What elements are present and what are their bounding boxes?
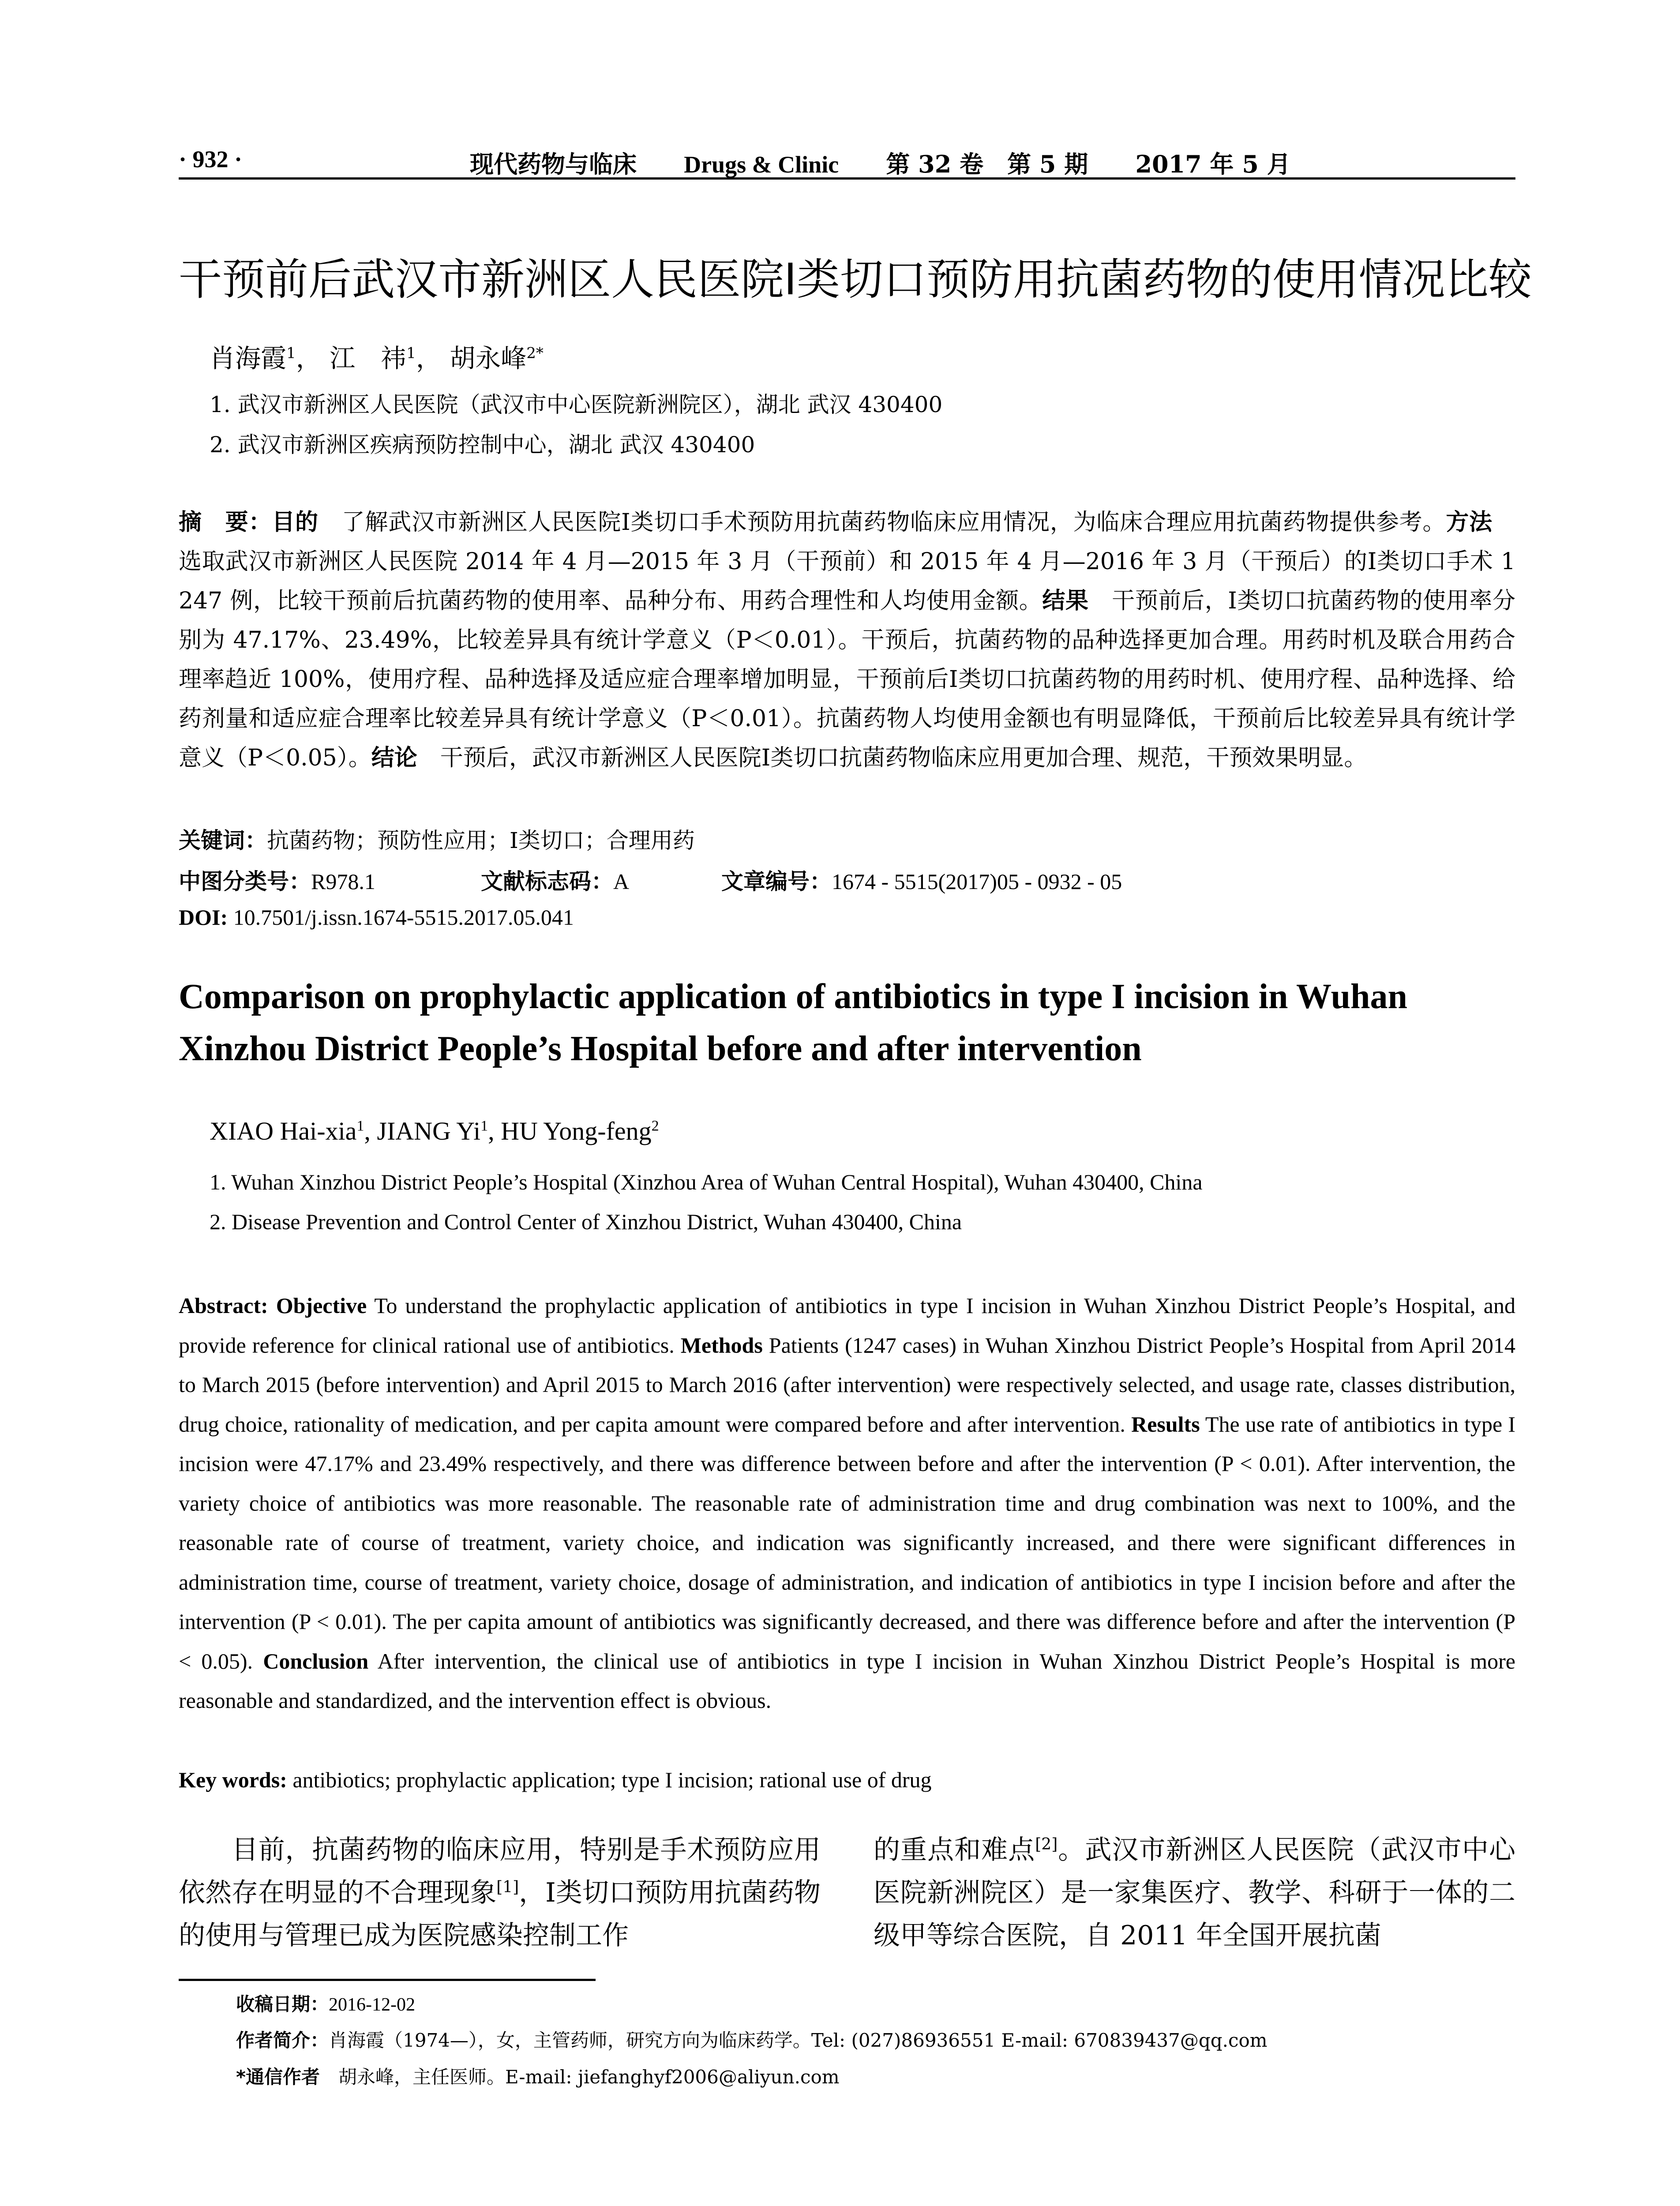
author-name: 胡永峰 [450, 343, 527, 373]
methods-text: 选取武汉市新洲区人民医院 2014 年 4 月—2015 年 3 月（干预前）和 2015 年 4 月—2016 年 3 月（干预后）的Ⅰ类切口手术 1 247 例，比较干预前后抗菌药物的使用率、品种分布、用药合理性和人均使用金额。 [179, 509, 1515, 614]
title-en: Comparison on prophylactic application of antibiotics in type I incision in Wuhan Xinzhou District People’s Hospital before and after intervention [179, 977, 1408, 1068]
methods-text: Patients (1247 cases) in Wuhan Xinzhou District People’s Hospital from April 2014 to March 2015 (before intervention) and April 2015 to March 2016 (after intervention) were respectively selected, and usage rate, classes distribution, drug choice, rationality of medication, and per capita amount were compared before and after intervention. [179, 1332, 1515, 1437]
bio-label: 作者简介： [236, 2030, 329, 2051]
author-sup: 2* [526, 344, 544, 362]
body-text: 目前，抗菌药物的临床应用，特别是手术预防应用依然存在明显的不合理现象 [179, 1835, 821, 1908]
clc-label: 中图分类号： [179, 869, 311, 894]
affiliation-en-2: 2. Disease Prevention and Control Center of Xinzhou District, Wuhan 430400, China [210, 1209, 962, 1234]
keywords-cn [179, 823, 695, 855]
doccode-label: 文献标志码： [481, 869, 613, 894]
conclusion-label: Conclusion [263, 1648, 369, 1673]
body-text: 的重点和难点 [874, 1835, 1035, 1865]
keywords-text: antibiotics; prophylactic application; type I incision; rational use of drug [287, 1767, 932, 1792]
articleno-label: 文章编号： [721, 869, 832, 894]
results-text: 干预前后，Ⅰ类切口抗菌药物的使用率分别为 47.17%、23.49%，比较差异具有统计学意义（P＜0.01）。干预后，抗菌药物的品种选择更加合理。用药时机及联合用药合理率趋近 100%，使用疗程、品种选择及适应症合理率增加明显，干预前后Ⅰ类切口抗菌药物的用药时机、使用疗程、品种选择、给药剂量和适应症合理率比较差异具有统计学意义（P＜0.01）。抗菌药物人均使用金额也有明显降低，干预前后比较差异具有统计学意义（P＜0.05）。 [179, 588, 1515, 771]
objective-text: 了解武汉市新洲区人民医院Ⅰ类切口手术预防用抗菌药物临床应用情况，为临床合理应用抗菌药物提供参考。 [318, 509, 1446, 536]
journal-info [470, 146, 1331, 180]
keywords-label: Key words: [179, 1767, 287, 1792]
received-date: 2016-12-02 [329, 1995, 415, 2015]
articleno-row [721, 864, 1122, 896]
objective-label: 目的 [272, 509, 319, 536]
methods-label: Methods [680, 1332, 763, 1358]
authors-cn: 肖海霞$^1$， 江 祎$^1$， 胡永峰$^{2*}$ [210, 343, 544, 373]
abstract-en [179, 1286, 1515, 1721]
bio-text: 肖海霞（1974—），女，主管药师，研究方向为临床药学。Tel: (027)86936551 E-mail: 670839437@qq.com [329, 2030, 1268, 2051]
page-number: · 932 · [179, 146, 243, 173]
conclusion-text: 干预后，武汉市新洲区人民医院Ⅰ类切口抗菌药物临床应用更加合理、规范，干预效果明显。 [417, 745, 1367, 771]
title-cn: 干预前后武汉市新洲区人民医院Ⅰ类切口预防用抗菌药物的使用情况比较 [179, 255, 1532, 305]
journal-name-en: Drugs & Clinic [684, 151, 839, 178]
author-sup: 1 [286, 344, 296, 362]
journal-name-cn: 现代药物与临床 [470, 150, 637, 178]
objective-text: To understand the prophylactic application of antibiotics in type I incision in Wuhan Xinzhou District People’s Hospital, and provide reference for clinical rational use of antibiotics. [179, 1293, 1515, 1358]
body-text: 。武汉市新洲区人民医院（武汉市中心医院新洲院区）是一家集医疗、教学、科研于一体的二级甲等综合医院，自 2011 年全国开展抗菌 [874, 1835, 1516, 1951]
doi-row [179, 904, 574, 930]
author-name: 肖海霞 [210, 343, 287, 373]
footnote-corresponding [236, 2063, 840, 2089]
body-column-right [874, 1829, 1515, 1957]
conclusion-label: 结论 [371, 745, 417, 771]
volume-issue: 第 32 卷 第 5 期 [886, 150, 1088, 178]
author-name: XIAO Hai-xia [210, 1117, 357, 1145]
affiliation-cn-1: 1. 武汉市新洲区人民医院（武汉市中心医院新洲院区），湖北 武汉 430400 [210, 392, 943, 417]
classification-row [179, 864, 375, 896]
affiliation-cn-2: 2. 武汉市新洲区疾病预防控制中心，湖北 武汉 430400 [210, 432, 755, 458]
keywords-en [179, 1760, 1515, 1800]
doccode-row [481, 864, 629, 896]
citation-ref: [2] [1035, 1835, 1058, 1853]
clc-value: R978.1 [311, 869, 375, 894]
footnote-divider [179, 1979, 596, 1981]
articleno-value: 1674 - 5515(2017)05 - 0932 - 05 [832, 869, 1122, 894]
results-label: Results [1131, 1411, 1200, 1437]
corresponding-label: *通信作者 [236, 2066, 320, 2088]
received-label: 收稿日期： [236, 1993, 329, 2015]
running-header [179, 142, 1515, 180]
results-label: 结果 [1042, 588, 1089, 614]
issue-date: 2017 年 5 月 [1135, 150, 1291, 178]
abstract-cn [179, 503, 1515, 778]
abstract-label: 摘 要： [179, 509, 272, 536]
doi-label: DOI: [179, 905, 228, 930]
methods-label: 方法 [1446, 509, 1492, 536]
doi-value: 10.7501/j.issn.1674-5515.2017.05.041 [228, 905, 574, 930]
abstract-objective-label: Abstract: Objective [179, 1293, 367, 1318]
doccode-value: A [613, 869, 630, 894]
citation-ref: [1] [496, 1878, 519, 1896]
results-text: The use rate of antibiotics in type I incision were 47.17% and 23.49% respectively, and there was difference between before and after the intervention (P < 0.01). After intervention, the variety choice of antibiotics was more reasonable. The reasonable rate of administration time and drug combination was next to 100%, and the reasonable rate of course of treatment, variety choice, and indication was significantly increased, and there were significant differences in administration time, course of treatment, variety choice, dosage of administration, and indication of antibiotics in type I incision before and after the intervention (P < 0.01). The per capita amount of antibiotics was significantly decreased, and there was difference before and after the intervention (P < 0.05). [179, 1411, 1515, 1673]
corresponding-text: 胡永峰，主任医师。E-mail: jiefanghyf2006@aliyun.com [319, 2066, 840, 2088]
footnote-received [236, 1990, 415, 2016]
footnote-author-bio [236, 2026, 1268, 2052]
author-sup: 1 [356, 1118, 364, 1134]
author-sup: 2 [651, 1118, 659, 1134]
author-sup: 1 [480, 1118, 488, 1134]
body-text: ，Ⅰ类切口预防用抗菌药物的使用与管理已成为医院感染控制工作 [179, 1877, 821, 1951]
author-name: HU Yong-feng [501, 1117, 652, 1145]
author-sup: 1 [406, 344, 416, 362]
conclusion-text: After intervention, the clinical use of antibiotics in type I incision in Wuhan Xinzhou District People’s Hospital is more reasonable and standardized, and the intervention effect is obvious. [179, 1648, 1516, 1713]
body-column-left [179, 1829, 821, 1957]
author-name: 江 祎 [330, 343, 407, 373]
authors-en: XIAO Hai-xia$^1$, JIANG Yi$^1$, HU Yong-feng$^2$ [210, 1117, 659, 1145]
keywords-label: 关键词： [179, 828, 267, 853]
affiliation-en-1: 1. Wuhan Xinzhou District People’s Hospital (Xinzhou Area of Wuhan Central Hospital), Wuhan 430400, China [210, 1170, 1203, 1194]
keywords-text: 抗菌药物；预防性应用；Ⅰ类切口；合理用药 [267, 828, 695, 853]
author-name: JIANG Yi [377, 1117, 481, 1145]
